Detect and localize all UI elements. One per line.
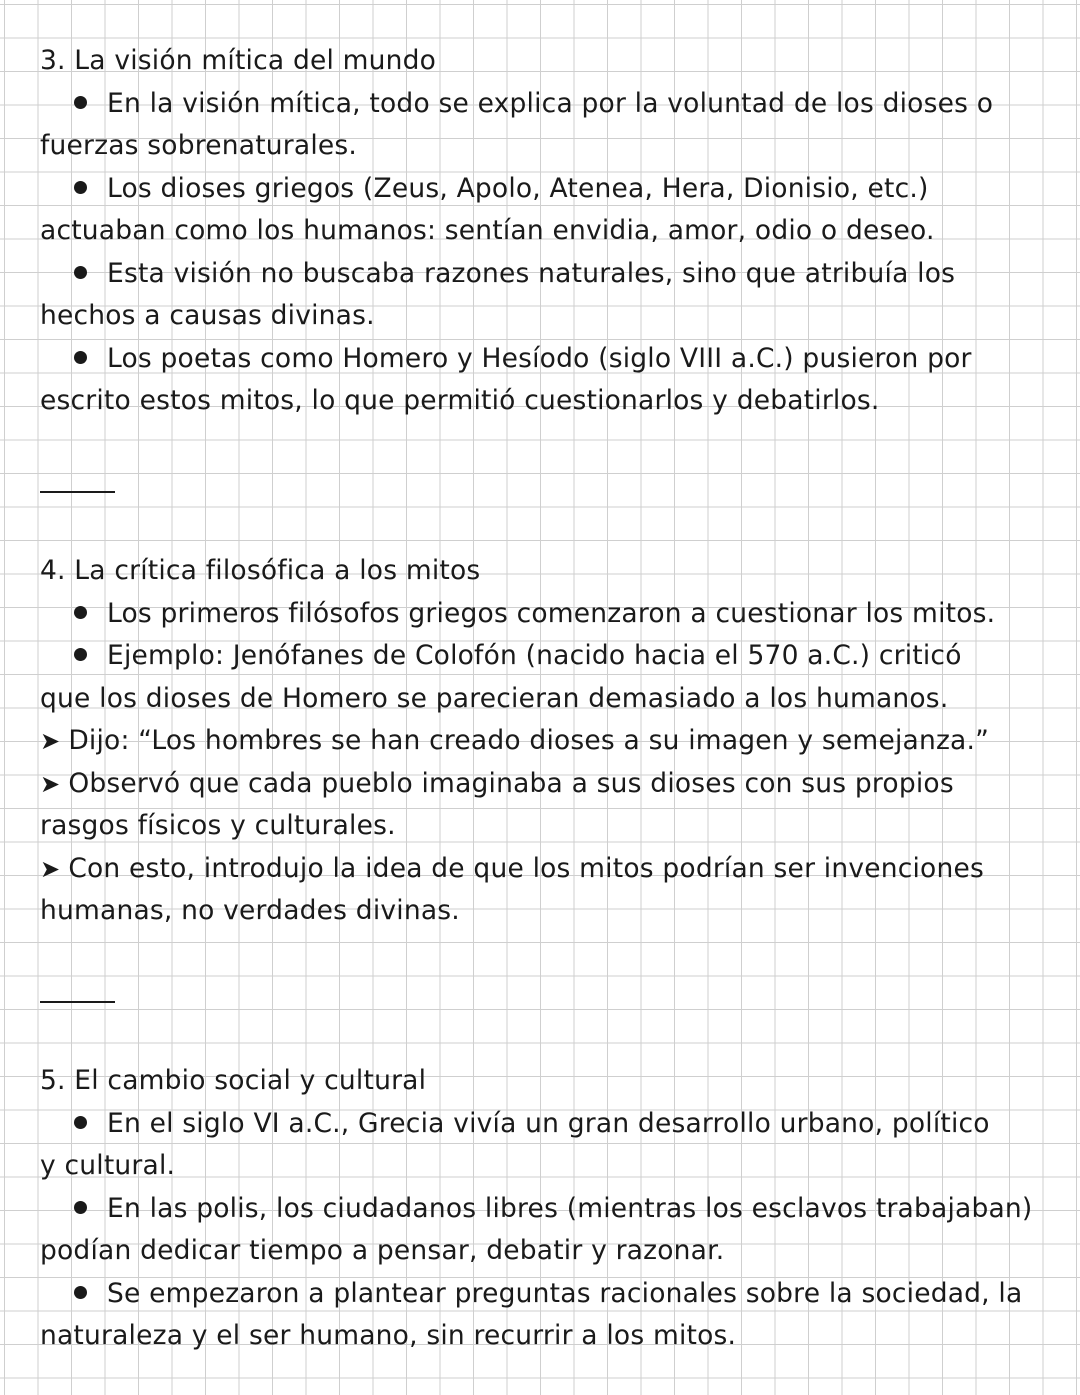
bullet-icon (74, 1116, 87, 1129)
arrow-icon: ➤ (40, 854, 61, 883)
notes-page (40, 40, 1040, 1358)
spacer (40, 1018, 1040, 1061)
section-3-bullet-4-cont: escrito estos mitos, lo que permitió cuestionarlos y debatirlos. (40, 385, 880, 416)
section-4-arrow-3-cont: humanas, no verdades divinas. (40, 895, 460, 926)
bullet-icon (74, 648, 87, 661)
arrow-icon: ➤ (40, 727, 61, 755)
section-5-bullet-1-cont: y cultural. (40, 1150, 176, 1181)
bullet-icon (74, 96, 87, 109)
section-3-bullet-2: Los dioses griegos (Zeus, Apolo, Atenea, Hera, Dionisio, etc.) (40, 168, 1040, 211)
divider-rule (40, 1001, 115, 1003)
section-5-title: 5. El cambio social y cultural (40, 1065, 427, 1096)
bullet-icon (74, 351, 87, 364)
bullet-icon (74, 181, 87, 194)
bullet-icon (74, 266, 87, 279)
section-4-arrow-2: ➤ Observó que cada pueblo imaginaba a sus dioses con sus propios (40, 763, 1040, 806)
arrow-icon: ➤ (40, 769, 61, 798)
bullet-icon (74, 606, 87, 619)
section-4-bullet-1: Los primeros filósofos griegos comenzaron a cuestionar los mitos. (40, 593, 1040, 636)
section-3-bullet-1: En la visión mítica, todo se explica por la voluntad de los dioses o (40, 83, 1040, 126)
section-3-bullet-3: Esta visión no buscaba razones naturales, sino que atribuía los (40, 253, 1040, 296)
section-5-bullet-3-cont: naturaleza y el ser humano, sin recurrir a los mitos. (40, 1320, 737, 1351)
section-3-bullet-4: Los poetas como Homero y Hesíodo (siglo VIII a.C.) pusieron por (40, 338, 1040, 381)
section-4-arrow-3: ➤ Con esto, introdujo la idea de que los mitos podrían ser invenciones (40, 848, 1040, 891)
section-4-bullet-2-cont: que los dioses de Homero se parecieran demasiado a los humanos. (40, 682, 949, 714)
section-divider (40, 975, 1040, 1018)
section-4-bullet-2: Ejemplo: Jenófanes de Colofón (nacido hacia el 570 a.C.) criticó (40, 635, 1040, 678)
bullet-icon (74, 1286, 87, 1299)
bullet-icon (74, 1201, 87, 1214)
spacer (40, 933, 1040, 976)
section-3-bullet-1-cont: fuerzas sobrenaturales. (40, 130, 358, 161)
spacer (40, 508, 1040, 551)
section-5-bullet-1: En el siglo VI a.C., Grecia vivía un gran desarrollo urbano, político (40, 1103, 1040, 1146)
section-4-arrow-1: ➤ Dijo: “Los hombres se han creado dioses a su imagen y semejanza.” (40, 720, 1040, 763)
section-5-bullet-2: En las polis, los ciudadanos libres (mientras los esclavos trabajaban) (40, 1188, 1040, 1231)
divider-rule (40, 491, 115, 493)
section-4-arrow-2-cont: rasgos físicos y culturales. (40, 810, 396, 841)
section-3-bullet-3-cont: hechos a causas divinas. (40, 300, 375, 331)
section-divider (40, 465, 1040, 508)
spacer (40, 423, 1040, 466)
section-3-title: 3. La visión mítica del mundo (40, 45, 437, 76)
section-5-bullet-2-cont: podían dedicar tiempo a pensar, debatir y razonar. (40, 1235, 725, 1266)
section-5-bullet-3: Se empezaron a plantear preguntas racionales sobre la sociedad, la (40, 1273, 1040, 1316)
section-3-bullet-2-cont: actuaban como los humanos: sentían envidia, amor, odio o deseo. (40, 215, 935, 246)
section-4-title: 4. La crítica filosófica a los mitos (40, 555, 481, 586)
